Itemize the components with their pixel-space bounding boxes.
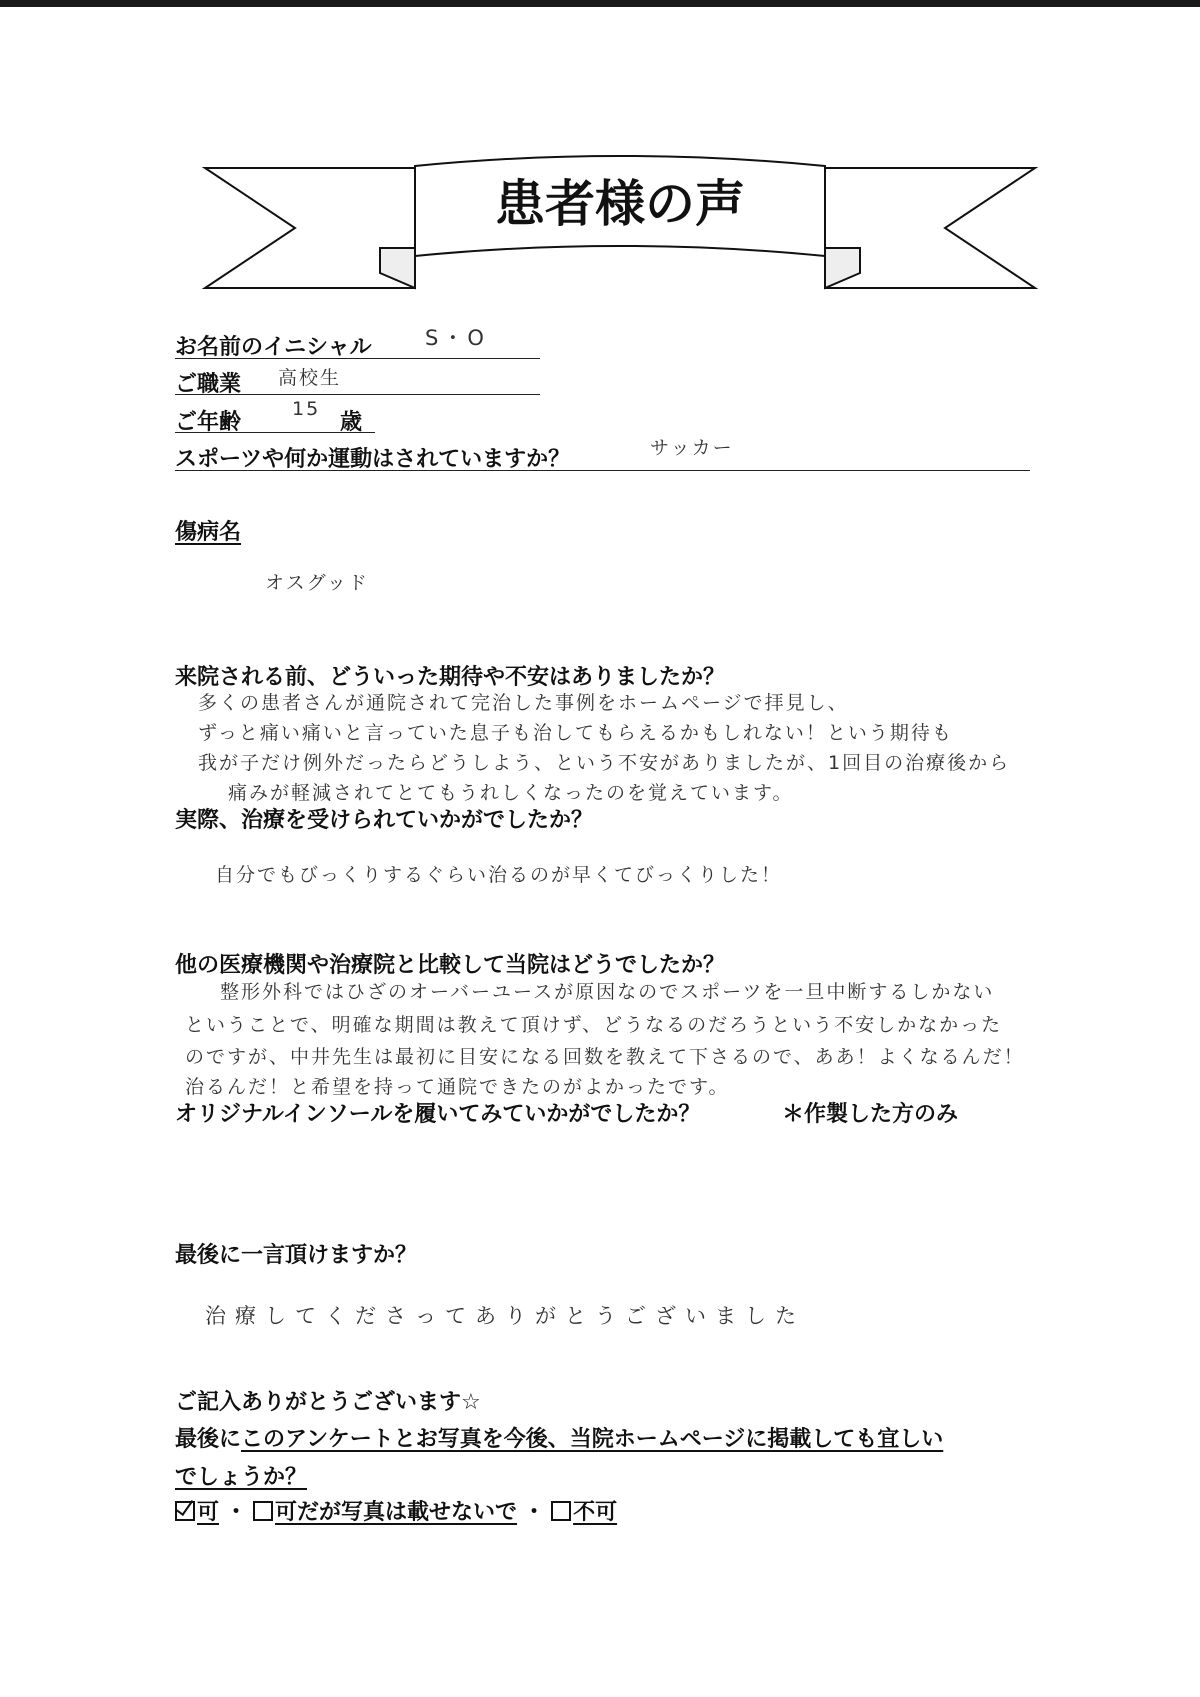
consent-option-no[interactable]: 不可	[551, 1495, 617, 1526]
comparison-answer-line: 治るんだ！と希望を持って通院できたのがよかったです。	[185, 1076, 730, 1098]
checkbox-icon[interactable]	[253, 1501, 273, 1521]
age-underline	[175, 432, 375, 433]
scan-top-edge	[0, 0, 1200, 7]
consent-option-yes[interactable]: 可	[175, 1495, 219, 1526]
consent-question-line1	[175, 1422, 943, 1453]
before-visit-answer-line: 痛みが軽減されてとてもうれしくなったのを覚えています。	[228, 782, 794, 804]
comparison-answer-line: のですが、中井先生は最初に目安になる回数を教えて下さるので、ああ！よくなるんだ！	[185, 1046, 1025, 1068]
initials-label: お名前のイニシャル	[175, 335, 372, 360]
occupation-underline	[175, 394, 540, 395]
consent-prefix: 最後に	[175, 1427, 242, 1452]
initials-underline	[175, 358, 540, 359]
age-value: 15	[292, 398, 321, 420]
before-visit-answer-line: 多くの患者さんが通院されて完治した事例をホームページで拝見し、	[198, 692, 849, 714]
before-visit-answer-line: 我が子だけ例外だったらどうしよう、という不安がありましたが、1回目の治療後から	[198, 752, 1011, 774]
initials-value: S・O	[425, 326, 488, 350]
checked-checkbox-icon[interactable]	[175, 1501, 195, 1521]
injury-label: 傷病名	[175, 520, 242, 545]
age-label: ご年齢	[175, 410, 242, 435]
option-separator: ・	[225, 1500, 248, 1525]
sports-value: サッカー	[650, 437, 734, 459]
consent-text-underlined: このアンケートとお写真を今後、当院ホームページに掲載しても宜しい	[241, 1427, 944, 1452]
injury-value: オスグッド	[265, 572, 369, 594]
before-visit-question: 来院される前、どういった期待や不安はありましたか？	[175, 665, 726, 690]
age-unit: 歳	[340, 410, 363, 435]
title-ribbon-banner	[200, 148, 1040, 298]
occupation-value: 高校生	[278, 367, 342, 389]
consent-option-no-photo[interactable]: 可だが写真は載せないで	[253, 1495, 517, 1526]
comparison-answer-line: ということで、明確な期間は教えて頂けず、どうなるのだろうという不安しかなかった	[185, 1014, 1003, 1036]
occupation-label: ご職業	[175, 372, 242, 397]
closing-thanks: ご記入ありがとうございます☆	[175, 1390, 481, 1415]
actual-treatment-answer: 自分でもびっくりするぐらい治るのが早くてびっくりした！	[215, 864, 783, 886]
checkbox-icon[interactable]	[551, 1501, 571, 1521]
before-visit-answer-line: ずっと痛い痛いと言っていた息子も治してもらえるかもしれない！という期待も	[198, 722, 953, 744]
insole-question: オリジナルインソールを履いてみていかがでしたか？	[175, 1102, 701, 1127]
consent-question-line2: でしょうか？	[175, 1465, 308, 1490]
sports-underline	[175, 470, 1030, 471]
last-word-question: 最後に一言頂けますか？	[175, 1243, 418, 1268]
last-word-answer: 治療してくださってありがとうございました	[205, 1304, 805, 1328]
page-title: 患者様の声	[495, 175, 745, 233]
actual-treatment-question: 実際、治療を受けられていかがでしたか？	[175, 808, 594, 833]
consent-options	[175, 1495, 617, 1526]
comparison-answer-line: 整形外科ではひざのオーバーユースが原因なのでスポーツを一旦中断するしかない	[220, 981, 995, 1003]
comparison-question: 他の医療機関や治療院と比較して当院はどうでしたか？	[175, 953, 726, 978]
insole-note: ＊作製した方のみ	[782, 1102, 959, 1127]
option-separator: ・	[523, 1500, 546, 1525]
sports-label: スポーツや何か運動はされていますか？	[175, 447, 571, 472]
